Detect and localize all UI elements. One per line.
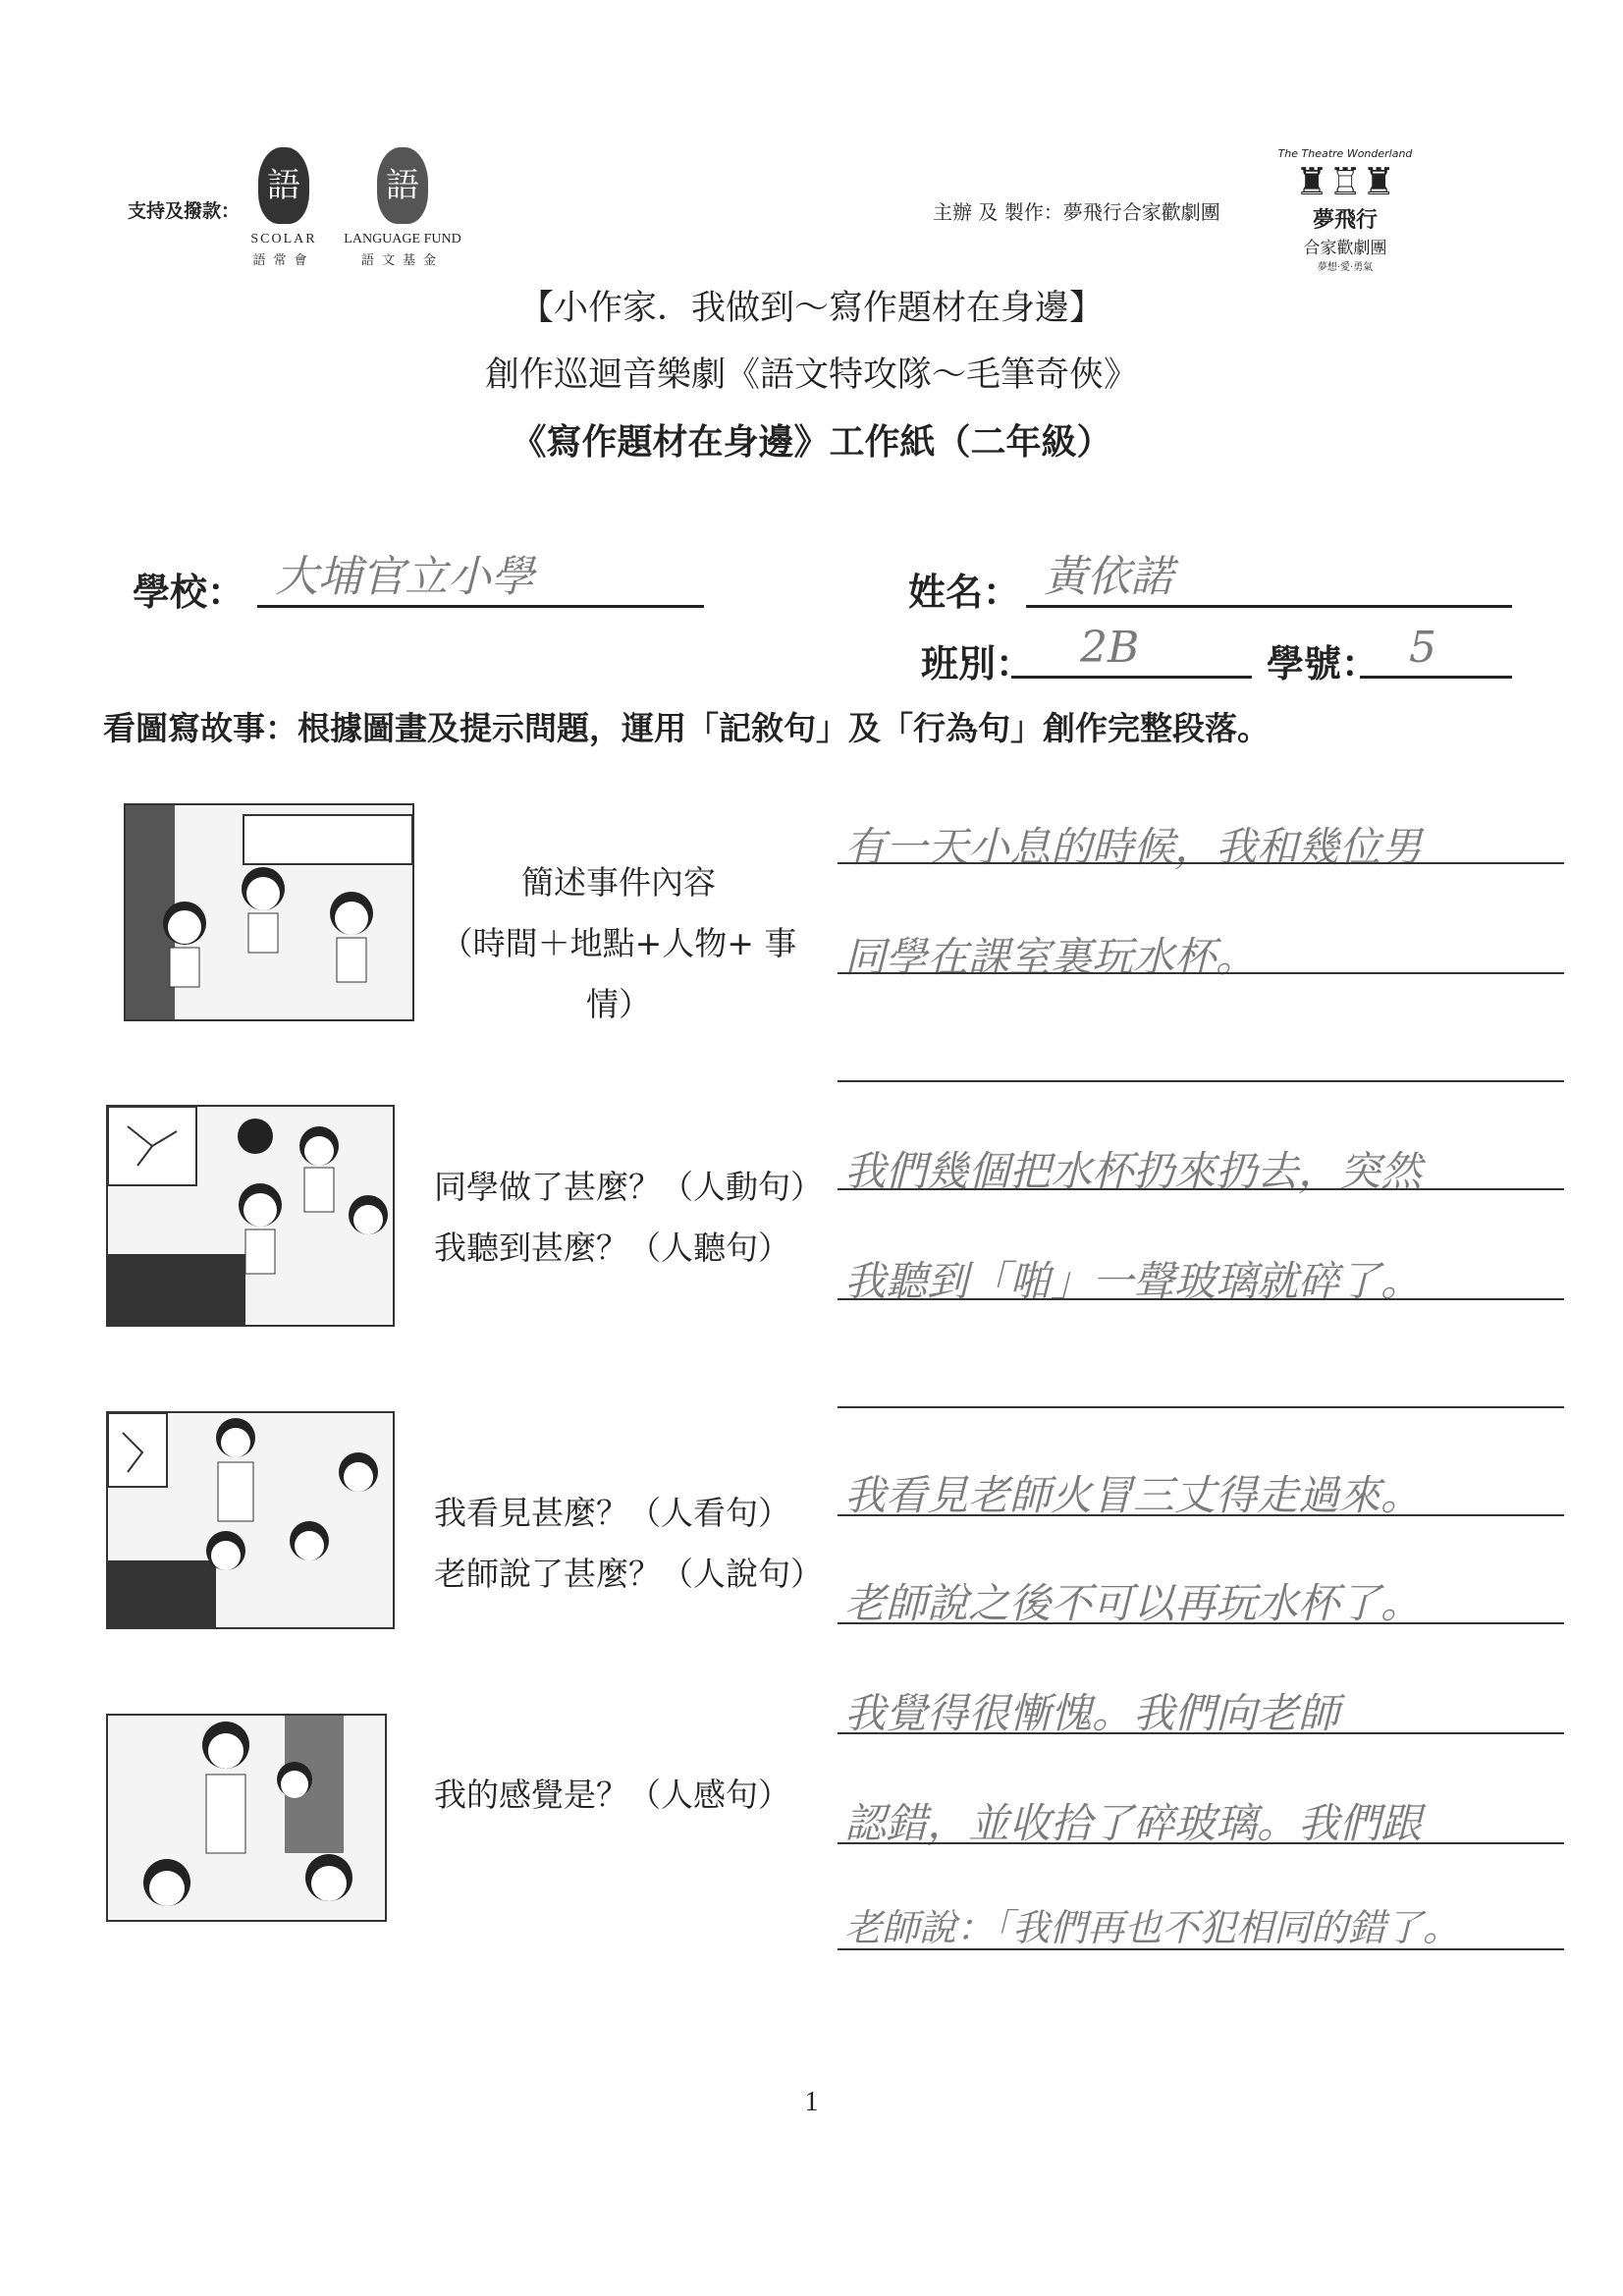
prompt-2-line-2: 我聽到甚麼？（人聽句）	[434, 1229, 790, 1267]
illustration-4-drawing	[108, 1716, 385, 1920]
illustration-3-drawing	[108, 1413, 393, 1627]
prompt-1-line-1: 簡述事件內容	[521, 863, 716, 902]
troupe-logo-cn3: 夢想·愛·勇氣	[1317, 262, 1374, 273]
troupe-logo-en: The Theatre Wonderland	[1277, 147, 1413, 160]
prompt-4-line-1: 我的感覺是？（人感句）	[434, 1776, 790, 1814]
class-value: 2B	[1080, 623, 1140, 673]
writing-line[interactable]	[838, 1298, 1564, 1300]
number-field[interactable]	[1360, 621, 1512, 679]
organizer-label: 主辦 及 製作：夢飛行合家歡劇團	[933, 200, 1220, 224]
language-fund-logo-icon: 語	[377, 147, 428, 224]
prompt-1	[422, 852, 815, 1035]
illustration-2-drawing	[108, 1107, 393, 1325]
answer-4-1: 我覺得很慚愧。我們向老師	[844, 1689, 1340, 1737]
illustration-1-drawing	[126, 805, 412, 1019]
scolar-logo-cn: 語常會	[252, 252, 315, 267]
troupe-logo	[1276, 147, 1414, 273]
writing-line[interactable]	[838, 862, 1564, 864]
writing-line[interactable]	[838, 1622, 1564, 1624]
prompt-1-line-2: （時間＋地點+人物+ 事情）	[440, 924, 797, 1023]
prompt-2	[434, 1157, 827, 1279]
answer-3-1: 我看見老師火冒三丈得走過來。	[844, 1471, 1423, 1519]
name-field[interactable]	[1026, 550, 1512, 608]
name-label: 姓名：	[908, 571, 1021, 614]
support-label: 支持及撥款：	[128, 200, 241, 222]
writing-line[interactable]	[838, 972, 1564, 974]
writing-line[interactable]	[838, 1188, 1564, 1190]
answer-1-2: 同學在課室裏玩水杯。	[844, 933, 1258, 981]
answer-2-2: 我聽到「啪」一聲玻璃就碎了。	[844, 1257, 1423, 1305]
scolar-logo-icon: 語	[258, 147, 309, 224]
school-label: 學校：	[133, 571, 245, 614]
instruction-text: 看圖寫故事：根據圖畫及提示問題，運用「記敘句」及「行為句」創作完整段落。	[103, 709, 1270, 747]
castle-icon: ♜♖♜	[1294, 160, 1396, 203]
answer-3-2: 老師說之後不可以再玩水杯了。	[844, 1579, 1423, 1627]
writing-line[interactable]	[838, 1514, 1564, 1516]
illustration-1	[124, 803, 414, 1021]
prompt-2-line-1: 同學做了甚麼？（人動句）	[434, 1168, 823, 1206]
answer-2-1: 我們幾個把水杯扔來扔去，突然	[844, 1147, 1423, 1195]
prompt-3-line-1: 我看見甚麼？（人看句）	[434, 1494, 790, 1532]
school-value: 大埔官立小學	[275, 552, 534, 602]
prompt-3-line-2: 老師說了甚麼？（人說句）	[434, 1555, 823, 1593]
language-fund-logo-cn: 語文基金	[360, 252, 444, 267]
language-fund-logo	[339, 147, 466, 268]
prompt-3	[434, 1483, 827, 1605]
scolar-logo-en: SCOLAR	[250, 232, 317, 246]
answer-4-3: 老師說：「我們再也不犯相同的錯了。	[844, 1906, 1461, 1949]
name-value: 黃依諾	[1044, 552, 1173, 602]
troupe-logo-cn2: 合家歡劇團	[1303, 239, 1387, 258]
title-line-3: 《寫作題材在身邊》工作紙（二年級）	[511, 422, 1112, 463]
scolar-logo	[220, 147, 348, 268]
writing-line[interactable]	[838, 1080, 1564, 1082]
writing-line[interactable]	[838, 1406, 1564, 1408]
language-fund-logo-en: LANGUAGE FUND	[344, 232, 461, 246]
illustration-3	[106, 1411, 395, 1629]
writing-line[interactable]	[838, 1842, 1564, 1844]
answer-1-1: 有一天小息的時候，我和幾位男	[844, 823, 1423, 871]
illustration-2	[106, 1105, 395, 1327]
school-field[interactable]	[257, 550, 704, 608]
class-label: 班別：	[921, 642, 1034, 685]
writing-line[interactable]	[838, 1732, 1564, 1734]
illustration-4	[106, 1714, 387, 1922]
number-value: 5	[1409, 623, 1436, 673]
page-number: 1	[804, 2087, 819, 2117]
number-label: 學號：	[1267, 642, 1380, 685]
prompt-4	[434, 1765, 827, 1826]
troupe-logo-cn1: 夢飛行	[1312, 208, 1378, 233]
class-field[interactable]	[1011, 621, 1252, 679]
answer-4-2: 認錯，並收拾了碎玻璃。我們跟	[844, 1799, 1423, 1847]
title-line-2: 創作巡迴音樂劇《語文特攻隊～毛筆奇俠》	[484, 355, 1138, 395]
writing-line[interactable]	[838, 1948, 1564, 1950]
title-line-1: 【小作家．我做到～寫作題材在身邊】	[518, 289, 1104, 328]
